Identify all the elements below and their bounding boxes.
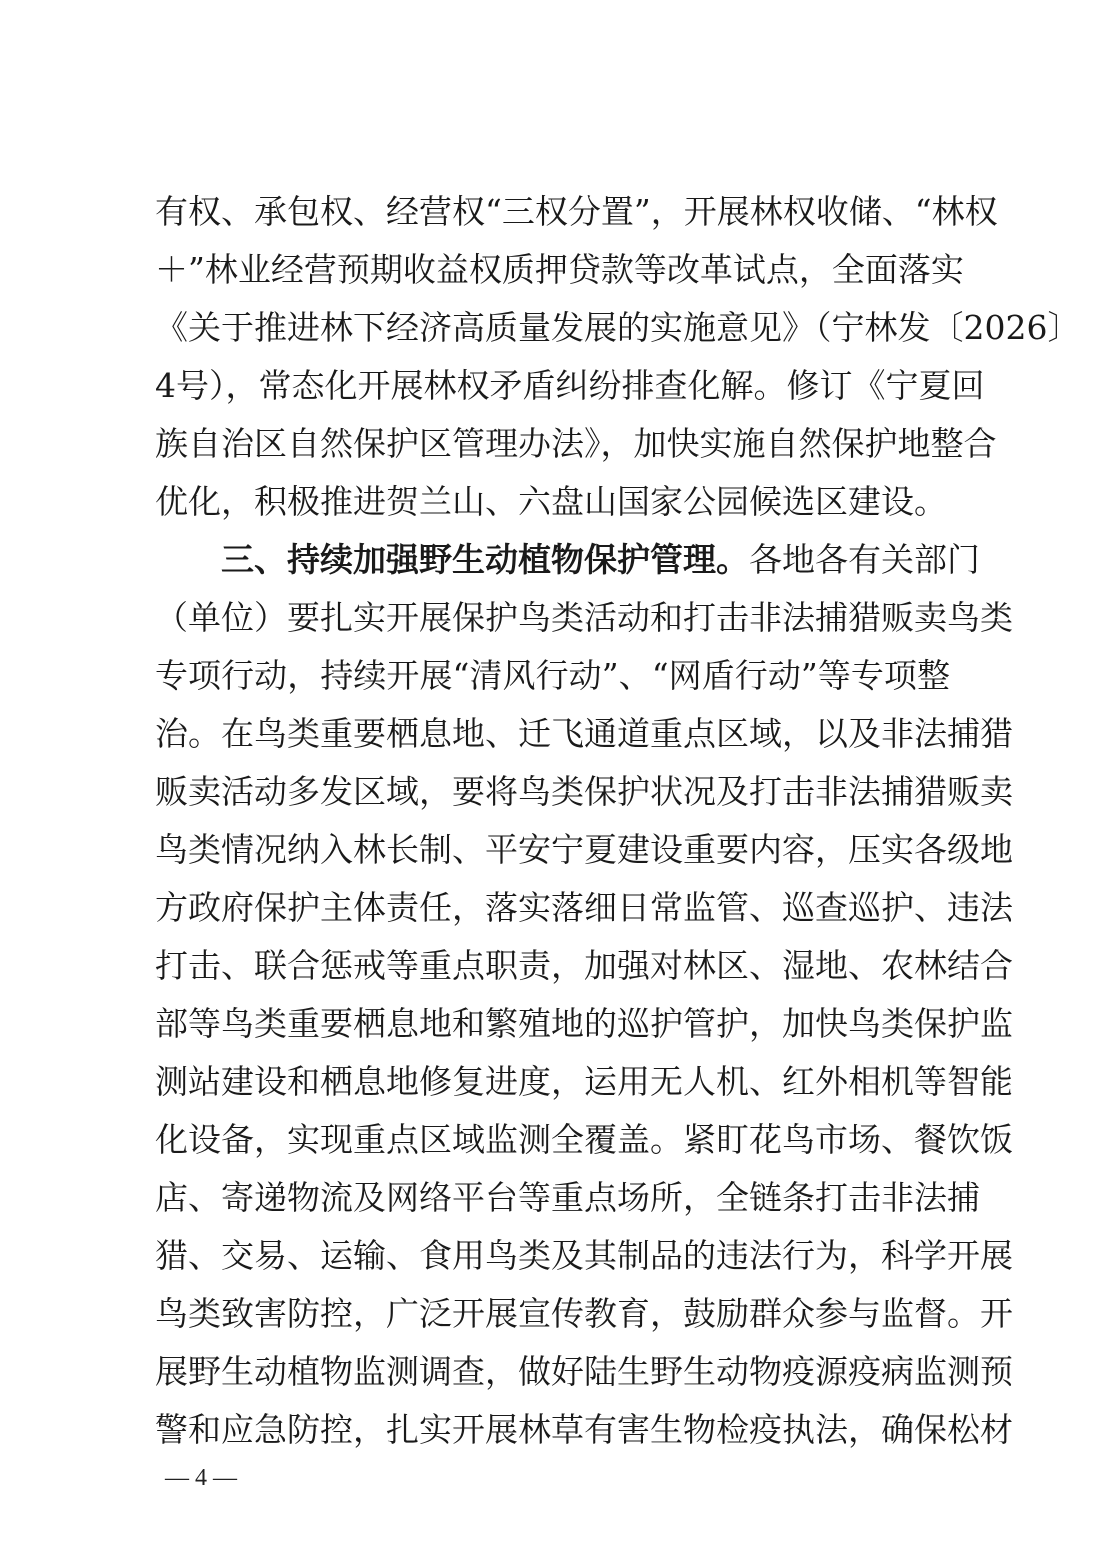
section-3-first-line — [221, 532, 980, 588]
body-text-line: 鸟类情况纳入林长制、平安宁夏建设重要内容，压实各级地 — [155, 830, 1013, 869]
body-text-line: 店、寄递物流及网络平台等重点场所，全链条打击非法捕 — [155, 1178, 980, 1217]
body-text-line: 贩卖活动多发区域，要将鸟类保护状况及打击非法捕猎贩卖 — [155, 772, 1013, 811]
body-text-line: 部等鸟类重要栖息地和繁殖地的巡护管护，加快鸟类保护监 — [155, 1004, 1013, 1043]
page-number: — 4 — — [165, 1465, 237, 1491]
body-text-line: 方政府保护主体责任，落实落细日常监管、巡查巡护、违法 — [155, 888, 1013, 927]
body-text-line: 4号），常态化开展林权矛盾纠纷排查化解。修订《宁夏回 — [155, 366, 985, 405]
body-text-line: 猎、交易、运输、食用鸟类及其制品的违法行为，科学开展 — [155, 1236, 1013, 1275]
body-text-line: 有权、承包权、经营权“三权分置”，开展林权收储、“林权 — [155, 192, 998, 231]
body-text-line: 打击、联合惩戒等重点职责，加强对林区、湿地、农林结合 — [155, 946, 1013, 985]
body-text-line: （单位）要扎实开展保护鸟类活动和打击非法捕猎贩卖鸟类 — [155, 598, 1013, 637]
body-text-line: 族自治区自然保护区管理办法》，加快实施自然保护地整合 — [155, 424, 997, 463]
body-text-line: 鸟类致害防控，广泛开展宣传教育，鼓励群众参与监督。开 — [155, 1294, 1013, 1333]
body-text-line: 警和应急防控，扎实开展林草有害生物检疫执法，确保松材 — [155, 1410, 1013, 1449]
section-heading: 三、持续加强野生动植物保护管理。 — [221, 540, 749, 579]
body-text-line: 化设备，实现重点区域监测全覆盖。紧盯花鸟市场、餐饮饭 — [155, 1120, 1013, 1159]
body-text-line: 展野生动植物监测调查，做好陆生野生动物疫源疫病监测预 — [155, 1352, 1013, 1391]
body-text-line: 《关于推进林下经济高质量发展的实施意见》（宁林发〔2026〕 — [155, 308, 1081, 347]
body-text-line: 治。在鸟类重要栖息地、迁飞通道重点区域，以及非法捕猎 — [155, 714, 1013, 753]
body-text-line: ＋”林业经营预期收益权质押贷款等改革试点，全面落实 — [155, 250, 964, 289]
body-text-line: 测站建设和栖息地修复进度，运用无人机、红外相机等智能 — [155, 1062, 1013, 1101]
body-text-line: 优化，积极推进贺兰山、六盘山国家公园候选区建设。 — [155, 482, 947, 521]
body-text-line: 专项行动，持续开展“清风行动”、“网盾行动”等专项整 — [155, 656, 950, 695]
section-heading-continuation: 各地各有关部门 — [749, 540, 980, 579]
